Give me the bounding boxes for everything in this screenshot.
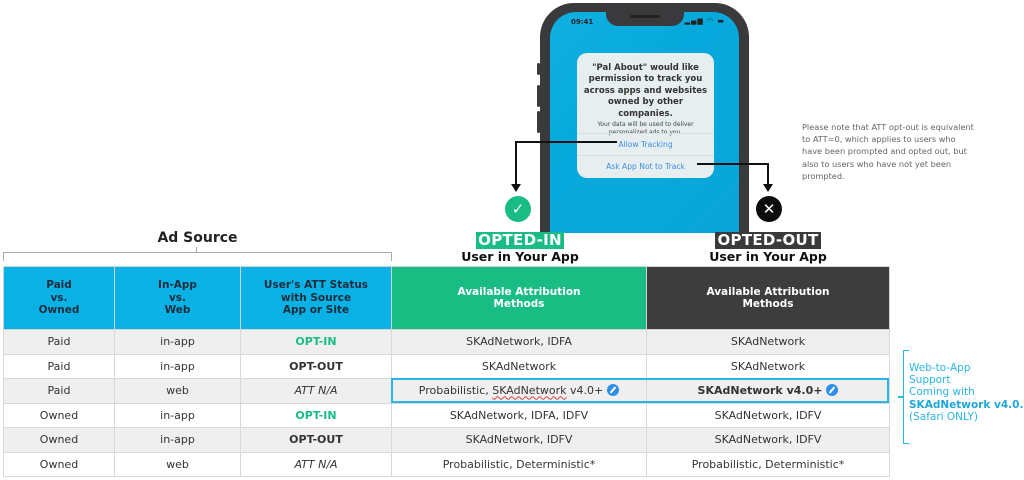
cell-opted-out: SKAdNetwork, IDFV xyxy=(647,403,890,428)
phone-notch xyxy=(606,12,684,26)
cell-channel: in-app xyxy=(115,354,241,379)
cell-opted-out: SKAdNetwork xyxy=(647,330,890,355)
cell-source: Owned xyxy=(4,452,115,477)
opted-out-title xyxy=(688,230,848,264)
spellcheck-word: SKAdNetwork xyxy=(492,384,567,398)
header-line: Owned xyxy=(38,304,80,317)
side-note-bold xyxy=(909,399,1024,411)
battery-icon: ▬ xyxy=(717,17,725,25)
safari-icon xyxy=(607,384,619,396)
opted-in-badge: OPTED-IN xyxy=(478,231,562,249)
side-note-line: Web-to-App xyxy=(909,362,971,374)
dialog-title: "Pal About" would like permission to track you across apps and websites owned by other companies. xyxy=(583,63,708,119)
connector-deny-vertical xyxy=(767,163,769,185)
opted-in-title xyxy=(440,230,600,264)
cell-text: v4.0+ xyxy=(566,384,604,398)
status-time: 09:41 xyxy=(571,18,594,26)
connector-allow-vertical xyxy=(515,141,517,185)
header-opted-in-methods xyxy=(392,267,647,330)
cell-source: Owned xyxy=(4,428,115,453)
header-line: Methods xyxy=(493,298,545,310)
cell-source: Owned xyxy=(4,403,115,428)
header-att-status xyxy=(241,267,392,330)
cross-icon: ✕ xyxy=(756,196,782,222)
allow-tracking-button[interactable]: Allow Tracking xyxy=(577,133,714,156)
table-row xyxy=(4,354,890,379)
cell-source: Paid xyxy=(4,379,115,404)
safari-icon xyxy=(826,384,838,396)
ad-source-label: Ad Source xyxy=(157,230,238,246)
opted-out-subtitle: User in Your App xyxy=(709,249,827,264)
speaker-grille xyxy=(630,15,660,18)
cell-opted-in: Probabilistic, Deterministic* xyxy=(392,452,647,477)
att-permission-dialog xyxy=(577,53,714,178)
ask-not-to-track-button[interactable]: Ask App Not to Track xyxy=(577,155,714,178)
cell-source: Paid xyxy=(4,354,115,379)
header-line: Available Attribution xyxy=(706,285,830,298)
header-line: vs. xyxy=(50,291,68,304)
header-line: User's ATT Status xyxy=(263,279,369,292)
side-note-skadnetwork: SKAdNetwork v4.0. xyxy=(909,398,1024,411)
ad-source-bracket xyxy=(3,252,392,261)
opted-out-badge: OPTED-OUT xyxy=(717,231,819,249)
cell-channel: in-app xyxy=(115,428,241,453)
att-optout-note: Please note that ATT opt-out is equivalent to ATT=0, which applies to users who have been prompted and opted out, but also to users who have not yet been prompted. xyxy=(802,122,974,181)
ad-source-bracket-tick xyxy=(196,247,197,253)
header-line: Methods xyxy=(742,298,794,310)
status-icons xyxy=(685,17,725,25)
header-opted-out-methods xyxy=(647,267,890,330)
phone-mockup xyxy=(540,3,749,233)
header-line: Web xyxy=(164,304,191,317)
arrow-down-icon xyxy=(763,184,773,192)
header-line: Available Attribution xyxy=(457,285,581,298)
cell-att-status: ATT N/A xyxy=(241,379,392,404)
cell-channel: web xyxy=(115,452,241,477)
check-icon: ✓ xyxy=(505,196,531,222)
cell-opted-in: SKAdNetwork, IDFA, IDFV xyxy=(392,403,647,428)
cell-text: Probabilistic, xyxy=(418,384,493,398)
table-row xyxy=(4,428,890,453)
table-header-row xyxy=(4,267,890,330)
table-row xyxy=(4,403,890,428)
cell-opted-out: SKAdNetwork, IDFV xyxy=(647,428,890,453)
signal-icon: ▂▄▆ xyxy=(684,17,704,25)
header-line: In-App xyxy=(158,279,197,292)
cell-channel: web xyxy=(115,379,241,404)
cell-text: SKAdNetwork v4.0+ xyxy=(697,384,823,398)
table-row xyxy=(4,379,890,404)
cell-opted-in: SKAdNetwork, IDFV xyxy=(392,428,647,453)
cell-opted-in: SKAdNetwork, IDFA xyxy=(392,330,647,355)
web-to-app-note xyxy=(909,362,1024,423)
cell-att-status: OPT-IN xyxy=(241,330,392,355)
cell-opted-out: SKAdNetwork xyxy=(647,354,890,379)
cell-channel: in-app xyxy=(115,403,241,428)
wifi-icon: ◠ xyxy=(707,17,715,25)
attribution-table xyxy=(3,266,890,477)
side-note-line: Support xyxy=(909,374,951,387)
dialog-subtitle: Your data will be used to deliver personalized ads to you. xyxy=(597,121,694,136)
header-inapp-vs-web xyxy=(115,267,241,330)
cell-att-status: OPT-IN xyxy=(241,403,392,428)
header-line: with Source xyxy=(280,291,352,304)
side-note-line: (Safari ONLY) xyxy=(909,410,978,423)
cell-att-status: OPT-OUT xyxy=(241,354,392,379)
cell-att-status: ATT N/A xyxy=(241,452,392,477)
cell-opted-in xyxy=(392,379,647,404)
phone-side-button xyxy=(537,63,540,75)
header-line: App or Site xyxy=(282,304,350,317)
side-bracket-tick xyxy=(898,396,904,398)
connector-deny-horizontal xyxy=(697,163,769,165)
arrow-down-icon xyxy=(511,184,521,192)
phone-volume-up xyxy=(537,85,540,107)
cell-opted-out: Probabilistic, Deterministic* xyxy=(647,452,890,477)
cell-source: Paid xyxy=(4,330,115,355)
header-line: Paid xyxy=(46,279,72,292)
table-row xyxy=(4,330,890,355)
cell-opted-in: SKAdNetwork xyxy=(392,354,647,379)
cell-channel: in-app xyxy=(115,330,241,355)
cell-opted-out xyxy=(647,379,890,404)
phone-screen xyxy=(550,12,739,233)
opted-in-subtitle: User in Your App xyxy=(461,249,579,264)
phone-volume-down xyxy=(537,111,540,133)
header-line: vs. xyxy=(168,291,187,304)
cell-att-status: OPT-OUT xyxy=(241,428,392,453)
table-row xyxy=(4,452,890,477)
header-paid-vs-owned xyxy=(4,267,115,330)
side-note-line: Coming with xyxy=(909,386,975,399)
connector-allow-horizontal xyxy=(515,141,617,143)
